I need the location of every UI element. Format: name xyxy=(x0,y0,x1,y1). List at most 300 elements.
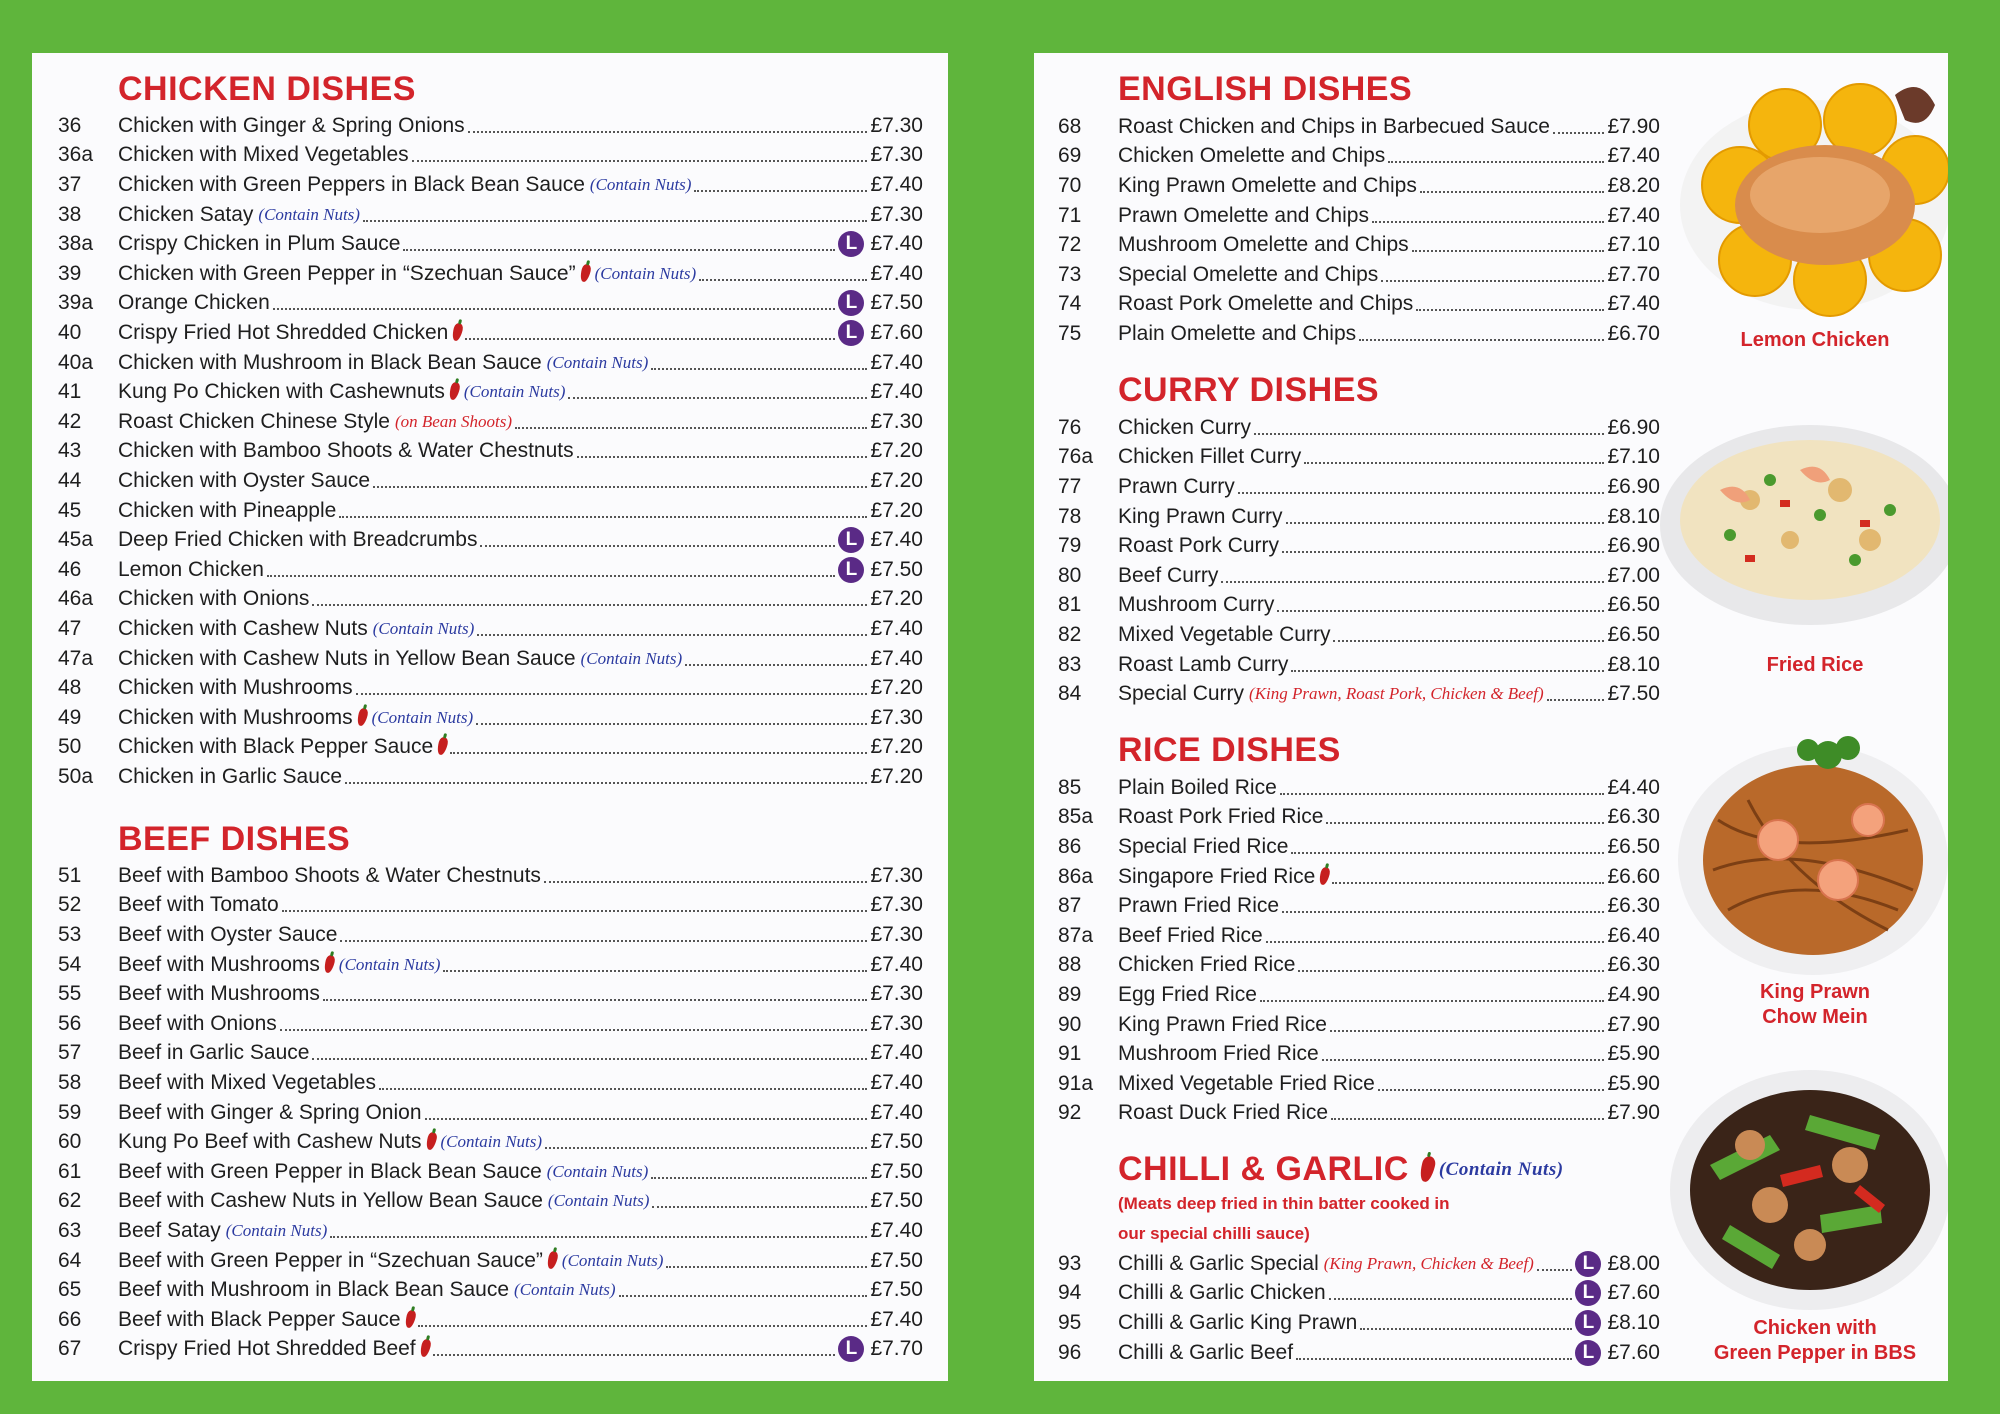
menu-item xyxy=(58,229,923,259)
item-price: £7.20 xyxy=(870,468,923,492)
menu-item xyxy=(1058,1010,1660,1040)
chilli-icon xyxy=(424,1131,437,1151)
item-price: £7.50 xyxy=(870,1130,923,1154)
fried-rice-photo xyxy=(1660,420,1948,640)
menu-item xyxy=(58,1246,923,1276)
item-price: £6.90 xyxy=(1607,415,1660,439)
item-name: Crispy Chicken in Plum Sauce xyxy=(118,232,401,256)
item-number: 76 xyxy=(1058,415,1082,439)
menu-item xyxy=(58,1009,923,1039)
dot-leader xyxy=(282,910,868,912)
item-note: (Contain Nuts) xyxy=(372,618,475,638)
item-price: £5.90 xyxy=(1607,1042,1660,1066)
dot-leader xyxy=(356,693,868,695)
item-number: 81 xyxy=(1058,593,1082,617)
item-number: 95 xyxy=(1058,1310,1082,1334)
item-number: 91a xyxy=(1058,1071,1094,1095)
item-number: 94 xyxy=(1058,1281,1082,1305)
menu-item xyxy=(58,496,923,526)
chilli-icon xyxy=(451,322,464,342)
chilli-icon xyxy=(419,1339,432,1359)
menu-item xyxy=(1058,201,1660,231)
chilli-icon xyxy=(323,954,336,974)
item-price: £7.20 xyxy=(870,439,923,463)
l-badge-icon: L xyxy=(1575,1310,1601,1336)
item-name: Roast Lamb Curry xyxy=(1118,652,1289,676)
item-name: Egg Fried Rice xyxy=(1118,982,1257,1006)
menu-item xyxy=(1058,142,1660,172)
item-name: Beef Fried Rice xyxy=(1118,923,1263,947)
item-price: £7.40 xyxy=(870,261,923,285)
dot-leader xyxy=(280,1029,868,1031)
item-price: £7.30 xyxy=(870,982,923,1006)
item-number: 36a xyxy=(58,143,94,167)
menu-item xyxy=(58,1275,923,1305)
item-number: 89 xyxy=(1058,982,1082,1006)
item-note: (on Bean Shoots) xyxy=(394,411,513,431)
item-price: £7.20 xyxy=(870,498,923,522)
menu-item xyxy=(1058,1249,1660,1279)
item-name: Prawn Fried Rice xyxy=(1118,894,1280,918)
item-name: Beef with Mushroom in Black Bean Sauce xyxy=(118,1278,510,1302)
item-number: 52 xyxy=(58,893,82,917)
item-name: Chicken Curry xyxy=(1118,415,1252,439)
menu-item xyxy=(1058,531,1660,561)
item-name: Chicken with Bamboo Shoots & Water Chestnuts xyxy=(118,439,574,463)
caption-line-2: Chow Mein xyxy=(1762,1006,1868,1028)
item-name: Chicken with Green Peppers in Black Bean Sauce xyxy=(118,172,585,196)
menu-item xyxy=(1058,112,1660,142)
item-number: 38 xyxy=(58,202,82,226)
item-name: Chicken with Mixed Vegetables xyxy=(118,143,409,167)
curry-dishes-title: CURRY DISHES xyxy=(1118,371,1380,409)
menu-item xyxy=(58,555,923,585)
item-price: £8.20 xyxy=(1607,173,1660,197)
dot-leader xyxy=(373,486,867,488)
item-name: Chilli & Garlic Beef xyxy=(1118,1340,1294,1364)
menu-item xyxy=(1058,260,1660,290)
item-name: Beef with Onions xyxy=(118,1011,277,1035)
item-number: 41 xyxy=(58,380,82,404)
dot-leader xyxy=(1238,492,1605,494)
dot-leader xyxy=(1329,1298,1573,1300)
item-name: King Prawn Curry xyxy=(1118,504,1283,528)
dot-leader xyxy=(685,664,867,666)
item-number: 53 xyxy=(58,922,82,946)
menu-item xyxy=(1058,171,1660,201)
dot-leader xyxy=(1282,911,1604,913)
dot-leader xyxy=(425,1118,868,1120)
dot-leader xyxy=(273,308,836,310)
item-name: Crispy Fried Hot Shredded Beef xyxy=(118,1337,416,1361)
item-note: (Contain Nuts) xyxy=(371,707,474,727)
item-name: Beef with Ginger & Spring Onion xyxy=(118,1100,422,1124)
dot-leader xyxy=(465,338,835,340)
menu-item xyxy=(1058,921,1660,951)
item-number: 47 xyxy=(58,616,82,640)
dot-leader xyxy=(477,634,867,636)
item-name: Beef with Cashew Nuts in Yellow Bean Sauce xyxy=(118,1189,543,1213)
item-price: £7.30 xyxy=(870,922,923,946)
item-number: 40 xyxy=(58,320,82,344)
item-price: £7.50 xyxy=(870,1278,923,1302)
item-name: Beef with Green Pepper in Black Bean Sauce xyxy=(118,1159,542,1183)
chicken-green-pepper-caption xyxy=(1690,1316,1940,1366)
item-note: (King Prawn, Roast Pork, Chicken & Beef) xyxy=(1249,684,1544,704)
item-price: £7.70 xyxy=(1607,262,1660,286)
dot-leader xyxy=(1282,551,1604,553)
item-price: £7.50 xyxy=(870,1159,923,1183)
item-note: (Contain Nuts) xyxy=(561,1250,664,1270)
item-name: Roast Chicken Chinese Style xyxy=(118,409,390,433)
item-number: 48 xyxy=(58,676,82,700)
item-number: 82 xyxy=(1058,622,1082,646)
menu-item xyxy=(1058,591,1660,621)
dot-leader xyxy=(323,999,868,1001)
menu-item xyxy=(58,950,923,980)
l-badge-icon: L xyxy=(838,1336,864,1362)
item-price: £7.30 xyxy=(870,143,923,167)
item-price: £7.40 xyxy=(870,232,923,256)
item-price: £7.50 xyxy=(870,1248,923,1272)
caption-line-2: Green Pepper in BBS xyxy=(1713,1342,1917,1364)
chilli-garlic-nuts-note: (Contain Nuts) xyxy=(1438,1158,1564,1180)
item-price: £6.30 xyxy=(1607,953,1660,977)
dot-leader xyxy=(545,1147,867,1149)
item-name: Orange Chicken xyxy=(118,291,270,315)
caption-line-1: Chicken with xyxy=(1753,1317,1877,1339)
menu-item xyxy=(58,259,923,289)
dot-leader xyxy=(699,279,867,281)
item-price: £7.10 xyxy=(1607,233,1660,257)
menu-item xyxy=(58,141,923,171)
item-price: £8.10 xyxy=(1607,1310,1660,1334)
l-badge-icon: L xyxy=(1575,1280,1601,1306)
item-name: Special Fried Rice xyxy=(1118,834,1289,858)
menu-item xyxy=(58,1157,923,1187)
item-name: King Prawn Omelette and Chips xyxy=(1118,173,1417,197)
item-price: £7.50 xyxy=(870,291,923,315)
item-price: £7.40 xyxy=(1607,144,1660,168)
item-number: 60 xyxy=(58,1130,82,1154)
l-badge-icon: L xyxy=(1575,1251,1601,1277)
item-name: Chicken with Onions xyxy=(118,587,310,611)
item-price: £7.40 xyxy=(870,646,923,670)
menu-item xyxy=(58,861,923,891)
item-number: 51 xyxy=(58,863,82,887)
item-name: Special Curry xyxy=(1118,682,1245,706)
item-number: 75 xyxy=(1058,321,1082,345)
item-number: 38a xyxy=(58,232,94,256)
item-price: £6.90 xyxy=(1607,474,1660,498)
item-price: £7.40 xyxy=(870,1100,923,1124)
item-name: Chicken with Cashew Nuts in Yellow Bean Sauce xyxy=(118,646,576,670)
dot-leader xyxy=(1221,581,1604,583)
item-name: Beef with Mushrooms xyxy=(118,982,320,1006)
menu-item xyxy=(58,733,923,763)
item-number: 37 xyxy=(58,172,82,196)
item-number: 71 xyxy=(1058,203,1082,227)
item-number: 61 xyxy=(58,1159,82,1183)
item-name: Chicken Omelette and Chips xyxy=(1118,144,1386,168)
dot-leader xyxy=(1381,280,1604,282)
item-price: £7.20 xyxy=(870,735,923,759)
item-price: £7.40 xyxy=(870,380,923,404)
item-price: £7.40 xyxy=(1607,203,1660,227)
item-name: Beef with Mixed Vegetables xyxy=(118,1070,376,1094)
caption-line-1: King Prawn xyxy=(1759,981,1870,1003)
item-number: 83 xyxy=(1058,652,1082,676)
item-name: Chicken with Mushrooms xyxy=(118,676,353,700)
item-name: Chicken with Mushroom in Black Bean Sauce xyxy=(118,350,542,374)
item-price: £7.40 xyxy=(870,1070,923,1094)
item-number: 80 xyxy=(1058,563,1082,587)
chilli-icon xyxy=(356,707,369,727)
dot-leader xyxy=(1372,221,1604,223)
item-number: 58 xyxy=(58,1070,82,1094)
item-name: Beef Curry xyxy=(1118,563,1219,587)
menu-item xyxy=(58,585,923,615)
item-name: Roast Pork Curry xyxy=(1118,534,1280,558)
chilli-icon xyxy=(403,1309,416,1329)
menu-item xyxy=(1058,679,1660,709)
item-number: 55 xyxy=(58,982,82,1006)
chilli-icon xyxy=(448,381,461,401)
dot-leader xyxy=(1547,699,1605,701)
chilli-icon xyxy=(546,1250,559,1270)
item-note: (Contain Nuts) xyxy=(546,352,649,372)
dot-leader xyxy=(1286,522,1605,524)
l-badge-icon: L xyxy=(838,231,864,257)
lemon-chicken-caption xyxy=(1690,328,1940,353)
item-number: 62 xyxy=(58,1189,82,1213)
item-name: Chicken with Ginger & Spring Onions xyxy=(118,113,465,137)
dot-leader xyxy=(330,1236,867,1238)
item-number: 54 xyxy=(58,952,82,976)
item-price: £7.30 xyxy=(870,113,923,137)
item-note: (Contain Nuts) xyxy=(514,1280,616,1300)
item-name: Prawn Omelette and Chips xyxy=(1118,203,1369,227)
item-price: £4.90 xyxy=(1607,982,1660,1006)
item-name: Beef with Oyster Sauce xyxy=(118,922,338,946)
dot-leader xyxy=(443,970,867,972)
dot-leader xyxy=(1296,1358,1572,1360)
menu-item xyxy=(58,289,923,319)
item-number: 84 xyxy=(1058,682,1082,706)
menu-item xyxy=(1058,319,1660,349)
item-name: Chicken with Oyster Sauce xyxy=(118,468,371,492)
item-number: 86a xyxy=(1058,864,1094,888)
dot-leader xyxy=(480,545,835,547)
dot-leader xyxy=(1416,309,1604,311)
item-name: Mixed Vegetable Curry xyxy=(1118,622,1331,646)
dot-leader xyxy=(468,131,868,133)
dot-leader xyxy=(652,1206,867,1208)
menu-item xyxy=(58,1039,923,1069)
dot-leader xyxy=(340,940,867,942)
dot-leader xyxy=(568,397,867,399)
dot-leader xyxy=(577,456,868,458)
menu-item xyxy=(58,614,923,644)
item-name: Beef with Mushrooms xyxy=(118,952,320,976)
item-note: (Contain Nuts) xyxy=(258,204,360,224)
item-note: (King Prawn, Chicken & Beef) xyxy=(1323,1253,1534,1273)
item-number: 39a xyxy=(58,291,94,315)
item-note: (Contain Nuts) xyxy=(547,1191,650,1211)
menu-item xyxy=(1058,1279,1660,1309)
item-number: 57 xyxy=(58,1041,82,1065)
item-price: £7.40 xyxy=(870,172,923,196)
item-name: Chilli & Garlic King Prawn xyxy=(1118,1310,1358,1334)
item-name: Kung Po Chicken with Cashewnuts xyxy=(118,380,445,404)
item-price: £8.00 xyxy=(1607,1251,1660,1275)
item-number: 72 xyxy=(1058,233,1082,257)
dot-leader xyxy=(619,1295,868,1297)
item-number: 50 xyxy=(58,735,82,759)
dot-leader xyxy=(1378,1089,1605,1091)
item-number: 86 xyxy=(1058,834,1082,858)
item-price: £7.40 xyxy=(870,1041,923,1065)
item-name: Lemon Chicken xyxy=(118,557,264,581)
menu-item xyxy=(1058,1039,1660,1069)
menu-item xyxy=(58,437,923,467)
item-price: £6.30 xyxy=(1607,805,1660,829)
dot-leader xyxy=(412,160,868,162)
item-name: Beef Satay xyxy=(118,1218,221,1242)
menu-item xyxy=(1058,773,1660,803)
chilli-garlic-description-2: our special chilli sauce) xyxy=(1118,1224,1310,1243)
item-name: Chicken with Green Pepper in “Szechuan Sauce” xyxy=(118,261,576,285)
item-name: Mushroom Fried Rice xyxy=(1118,1042,1319,1066)
item-price: £7.40 xyxy=(870,1218,923,1242)
menu-item xyxy=(58,644,923,674)
item-number: 45 xyxy=(58,498,82,522)
item-price: £8.10 xyxy=(1607,652,1660,676)
item-number: 69 xyxy=(1058,144,1082,168)
item-name: King Prawn Fried Rice xyxy=(1118,1012,1327,1036)
item-price: £7.40 xyxy=(1607,292,1660,316)
item-price: £7.30 xyxy=(870,1011,923,1035)
beef-dishes-title: BEEF DISHES xyxy=(118,820,351,858)
item-price: £7.50 xyxy=(1607,682,1660,706)
dot-leader xyxy=(450,752,867,754)
item-price: £7.30 xyxy=(870,202,923,226)
l-badge-icon: L xyxy=(838,320,864,346)
dot-leader xyxy=(1388,161,1604,163)
menu-item xyxy=(1058,1069,1660,1099)
item-number: 96 xyxy=(1058,1340,1082,1364)
menu-item xyxy=(1058,413,1660,443)
item-name: Beef in Garlic Sauce xyxy=(118,1041,310,1065)
dot-leader xyxy=(651,1177,867,1179)
chilli-icon xyxy=(1418,1154,1437,1182)
item-number: 64 xyxy=(58,1248,82,1272)
item-note: (Contain Nuts) xyxy=(589,174,692,194)
item-price: £7.50 xyxy=(870,1189,923,1213)
menu-item xyxy=(1058,443,1660,473)
dot-leader xyxy=(1420,191,1605,193)
item-number: 46 xyxy=(58,557,82,581)
menu-item xyxy=(1058,1338,1660,1368)
menu-item xyxy=(1058,1308,1660,1338)
dot-leader xyxy=(1266,941,1605,943)
item-price: £6.60 xyxy=(1607,864,1660,888)
dot-leader xyxy=(1260,1000,1605,1002)
item-price: £6.30 xyxy=(1607,894,1660,918)
item-name: Mushroom Curry xyxy=(1118,593,1275,617)
item-number: 74 xyxy=(1058,292,1082,316)
item-name: Roast Pork Omelette and Chips xyxy=(1118,292,1414,316)
menu-item xyxy=(1058,891,1660,921)
menu-item xyxy=(58,1216,923,1246)
menu-item xyxy=(58,318,923,348)
item-price: £6.50 xyxy=(1607,622,1660,646)
menu-item xyxy=(1058,620,1660,650)
item-number: 44 xyxy=(58,468,82,492)
item-number: 40a xyxy=(58,350,94,374)
item-price: £7.30 xyxy=(870,893,923,917)
item-price: £7.40 xyxy=(870,952,923,976)
dot-leader xyxy=(1360,1328,1572,1330)
item-number: 85 xyxy=(1058,775,1082,799)
menu-item xyxy=(1058,650,1660,680)
item-number: 87a xyxy=(1058,923,1094,947)
item-name: Plain Omelette and Chips xyxy=(1118,321,1357,345)
caption-text: Fried Rice xyxy=(1766,654,1864,676)
lemon-chicken-photo xyxy=(1670,55,1948,325)
menu-item xyxy=(58,1187,923,1217)
dot-leader xyxy=(1333,640,1604,642)
item-name: Prawn Curry xyxy=(1118,474,1235,498)
item-number: 90 xyxy=(1058,1012,1082,1036)
item-number: 49 xyxy=(58,705,82,729)
item-number: 42 xyxy=(58,409,82,433)
item-name: Roast Chicken and Chips in Barbecued Sauce xyxy=(1118,114,1550,138)
dot-leader xyxy=(544,881,868,883)
dot-leader xyxy=(476,723,867,725)
menu-item xyxy=(58,525,923,555)
dot-leader xyxy=(651,368,867,370)
item-name: Beef with Black Pepper Sauce xyxy=(118,1307,401,1331)
item-price: £7.00 xyxy=(1607,563,1660,587)
item-number: 56 xyxy=(58,1011,82,1035)
menu-item xyxy=(1058,230,1660,260)
menu-item xyxy=(58,407,923,437)
item-note: (Contain Nuts) xyxy=(546,1161,649,1181)
chilli-garlic-description-1: (Meats deep fried in thin batter cooked in xyxy=(1118,1194,1450,1213)
item-number: 77 xyxy=(1058,474,1082,498)
item-name: Chicken with Cashew Nuts xyxy=(118,616,368,640)
menu-item xyxy=(58,1127,923,1157)
dot-leader xyxy=(1326,822,1604,824)
item-price: £7.20 xyxy=(870,764,923,788)
item-price: £7.20 xyxy=(870,587,923,611)
dot-leader xyxy=(339,516,867,518)
item-number: 73 xyxy=(1058,262,1082,286)
dot-leader xyxy=(312,1058,867,1060)
item-price: £7.20 xyxy=(870,676,923,700)
menu-item xyxy=(58,1335,923,1365)
menu-item xyxy=(1058,561,1660,591)
menu-item xyxy=(58,200,923,230)
menu-item xyxy=(58,348,923,378)
menu-item xyxy=(58,703,923,733)
chicken-green-pepper-photo xyxy=(1660,1055,1948,1310)
item-price: £7.60 xyxy=(870,320,923,344)
fried-rice-caption xyxy=(1690,653,1940,678)
item-number: 43 xyxy=(58,439,82,463)
dot-leader xyxy=(1280,793,1605,795)
